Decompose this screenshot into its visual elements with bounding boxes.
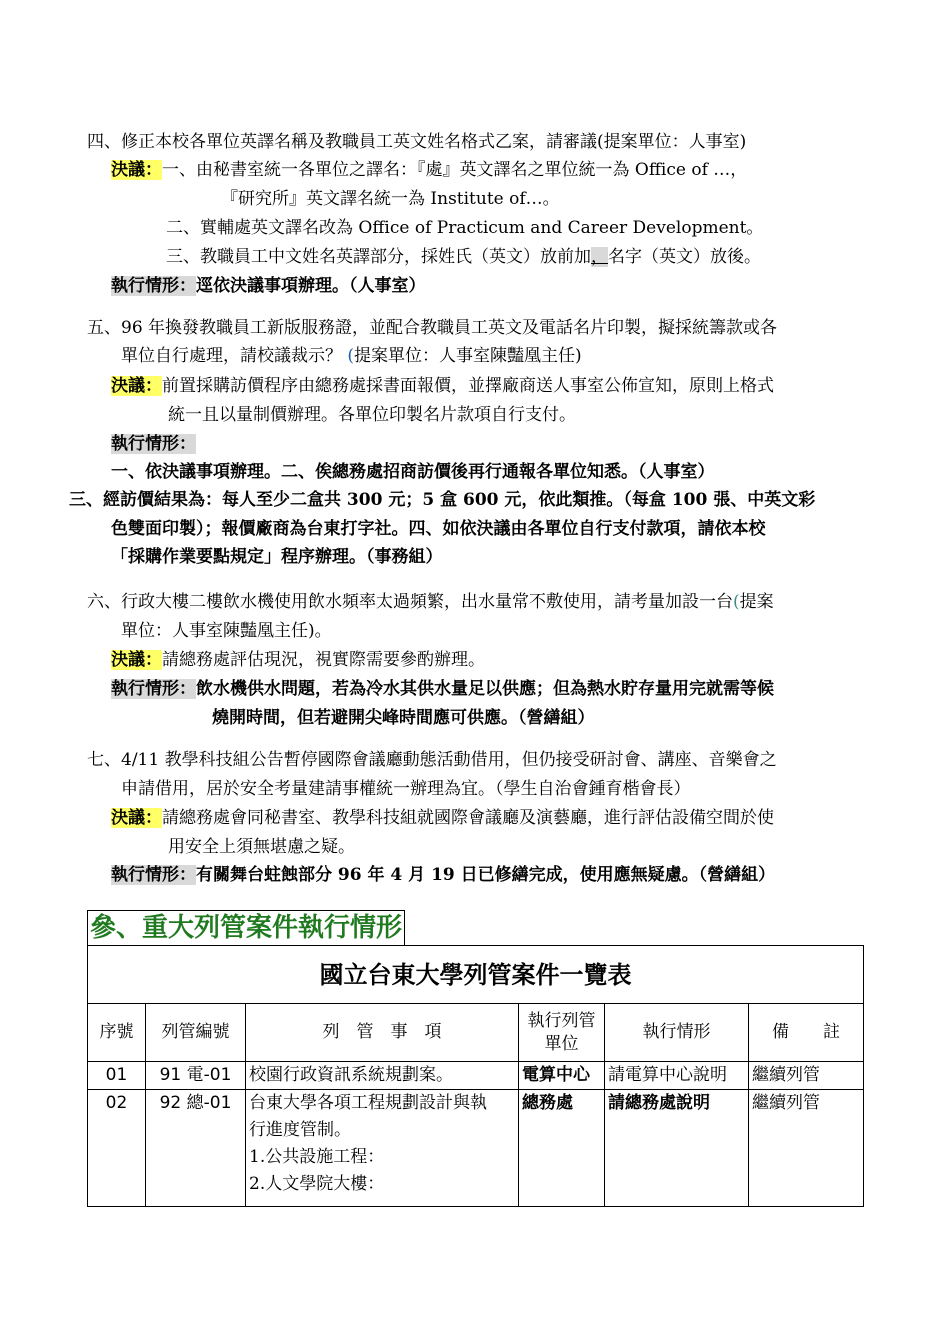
section3-heading: 參、重大列管案件執行情形 bbox=[87, 910, 405, 946]
item5-exec-label-line bbox=[111, 432, 196, 456]
row-unit: 總務處 bbox=[519, 1090, 605, 1207]
header-note: 備 註 bbox=[749, 1004, 864, 1062]
exec-label: 執行情形： bbox=[111, 276, 196, 296]
item7-exec-text: 有關舞台蛀蝕部分 96 年 4 月 19 日已修繕完成，使用應無疑慮。（營繕組） bbox=[196, 865, 776, 885]
resolution-label: 決議： bbox=[111, 650, 162, 670]
item5-exec-line2: 三、經訪價結果為：每人至少二盒共 300 元；5 盒 600 元，依此類推。（每盒 100 張、中英文彩 bbox=[69, 490, 816, 510]
item5-resolution-line1 bbox=[111, 374, 774, 398]
item7-title-line1: 七、4/11 教學科技組公告暫停國際會議廳動態活動借用，但仍接受研討會、講座、音樂會之 bbox=[87, 750, 777, 770]
header-status: 執行情形 bbox=[605, 1004, 749, 1062]
item4-exec-text: 逕依決議事項辦理。（人事室） bbox=[196, 276, 426, 296]
row-item-line: 1.公共設施工程： bbox=[249, 1147, 385, 1167]
item4-res-text1: 一、由秘書室統一各單位之譯名：『處』英文譯名之單位統一為 Office of …， bbox=[162, 160, 748, 180]
item4-res4-b: 名字（英文）放後。 bbox=[608, 247, 761, 267]
item4-title: 四、修正本校各單位英譯名稱及教職員工英文姓名格式乙案，請審議(提案單位：人事室) bbox=[87, 132, 747, 152]
row-status: 請電算中心說明 bbox=[605, 1062, 749, 1090]
item5-res-text1: 前置採購訪價程序由總務處採書面報價，並擇廠商送人事室公佈宣知，原則上格式 bbox=[162, 376, 774, 396]
exec-label: 執行情形： bbox=[111, 865, 196, 885]
item6-exec-text1: 飲水機供水問題，若為冷水其供水量足以供應；但為熱水貯存量用完就需等候 bbox=[196, 679, 774, 699]
item6-exec-line2: 燒開時間，但若避開尖峰時間應可供應。（營繕組） bbox=[212, 708, 595, 728]
header-item: 列 管 事 項 bbox=[246, 1004, 519, 1062]
header-code: 列管編號 bbox=[146, 1004, 246, 1062]
row-no: 02 bbox=[88, 1090, 146, 1207]
item4-resolution-line3: 二、實輔處英文譯名改為 Office of Practicum and Career Development。 bbox=[166, 218, 764, 238]
item4-res4-comma: ， bbox=[591, 247, 608, 267]
row-item: 校園行政資訊系統規劃案。 bbox=[246, 1062, 519, 1090]
item4-resolution-line1 bbox=[111, 158, 747, 182]
case-table bbox=[87, 945, 864, 1207]
item5-exec-line3: 色雙面印製）；報價廠商為台東打字社。四、如依決議由各單位自行支付款項，請依本校 bbox=[111, 519, 766, 539]
table-title: 國立台東大學列管案件一覽表 bbox=[88, 946, 864, 1004]
row-no: 01 bbox=[88, 1062, 146, 1090]
item4-exec bbox=[111, 274, 426, 298]
item6-title1-b: 提案 bbox=[739, 592, 774, 612]
item6-title-line2: 單位：人事室陳豔凰主任)。 bbox=[121, 621, 332, 641]
exec-label: 執行情形： bbox=[111, 434, 196, 454]
item5-title-line1: 五、96 年換發教職員工新版服務證，並配合教職員工英文及電話名片印製，擬採統籌款或各 bbox=[87, 318, 778, 338]
row-item-line: 台東大學各項工程規劃設計與執 bbox=[249, 1093, 487, 1113]
item6-exec-line1 bbox=[111, 677, 774, 701]
row-code: 92 總-01 bbox=[146, 1090, 246, 1207]
item5-title2-a: 單位自行處理，請校議裁示？ bbox=[121, 346, 348, 366]
item5-exec-line1: 一、依決議事項辦理。二、俟總務處招商訪價後再行通報各單位知悉。（人事室） bbox=[111, 462, 715, 482]
item6-title1-paren: ( bbox=[733, 592, 740, 612]
item5-title-line2 bbox=[121, 344, 582, 368]
item7-res-text1: 請總務處會同秘書室、教學科技組就國際會議廳及演藝廳，進行評估設備空間於使 bbox=[162, 808, 774, 828]
item6-title-line1 bbox=[87, 590, 774, 614]
row-code: 91 電-01 bbox=[146, 1062, 246, 1090]
resolution-label: 決議： bbox=[111, 376, 162, 396]
item4-resolution-line2: 『研究所』英文譯名統一為 Institute of…。 bbox=[221, 189, 560, 209]
table-row bbox=[88, 1062, 864, 1090]
exec-label: 執行情形： bbox=[111, 679, 196, 699]
item5-title2-b: 提案單位：人事室陳豔凰主任) bbox=[354, 346, 582, 366]
item4-resolution-line4 bbox=[166, 245, 761, 269]
item6-title1-a: 六、行政大樓二樓飲水機使用飲水頻率太過頻繁，出水量常不敷使用，請考量加設一台 bbox=[87, 592, 733, 612]
resolution-label: 決議： bbox=[111, 808, 162, 828]
item7-exec bbox=[111, 863, 775, 887]
item7-resolution-line1 bbox=[111, 806, 774, 830]
item6-res-text: 請總務處評估現況，視實際需要參酌辦理。 bbox=[162, 650, 485, 670]
row-note: 繼續列管 bbox=[749, 1062, 864, 1090]
row-item-line: 行進度管制。 bbox=[249, 1120, 351, 1140]
table-row bbox=[88, 1090, 864, 1207]
resolution-label: 決議： bbox=[111, 160, 162, 180]
item6-resolution bbox=[111, 648, 485, 672]
header-unit: 執行列管單位 bbox=[519, 1004, 605, 1062]
row-status: 請總務處說明 bbox=[605, 1090, 749, 1207]
row-note: 繼續列管 bbox=[749, 1090, 864, 1207]
item7-resolution-line2: 用安全上須無堪慮之疑。 bbox=[168, 837, 355, 857]
item4-res4-a: 三、教職員工中文姓名英譯部分，採姓氏（英文）放前加 bbox=[166, 247, 591, 267]
item5-title2-paren: ( bbox=[347, 346, 355, 366]
row-item bbox=[246, 1090, 519, 1207]
item5-exec-line4: 「採購作業要點規定」程序辦理。（事務組） bbox=[111, 547, 443, 567]
item5-resolution-line2: 統一且以量制價辦理。各單位印製名片款項自行支付。 bbox=[168, 405, 576, 425]
item7-title-line2: 申請借用，居於安全考量建請事權統一辦理為宜。（學生自治會鍾育楷會長） bbox=[121, 779, 691, 799]
header-no: 序號 bbox=[88, 1004, 146, 1062]
table-header-row bbox=[88, 1004, 864, 1062]
row-item-line: 2.人文學院大樓： bbox=[249, 1174, 385, 1194]
row-unit: 電算中心 bbox=[519, 1062, 605, 1090]
